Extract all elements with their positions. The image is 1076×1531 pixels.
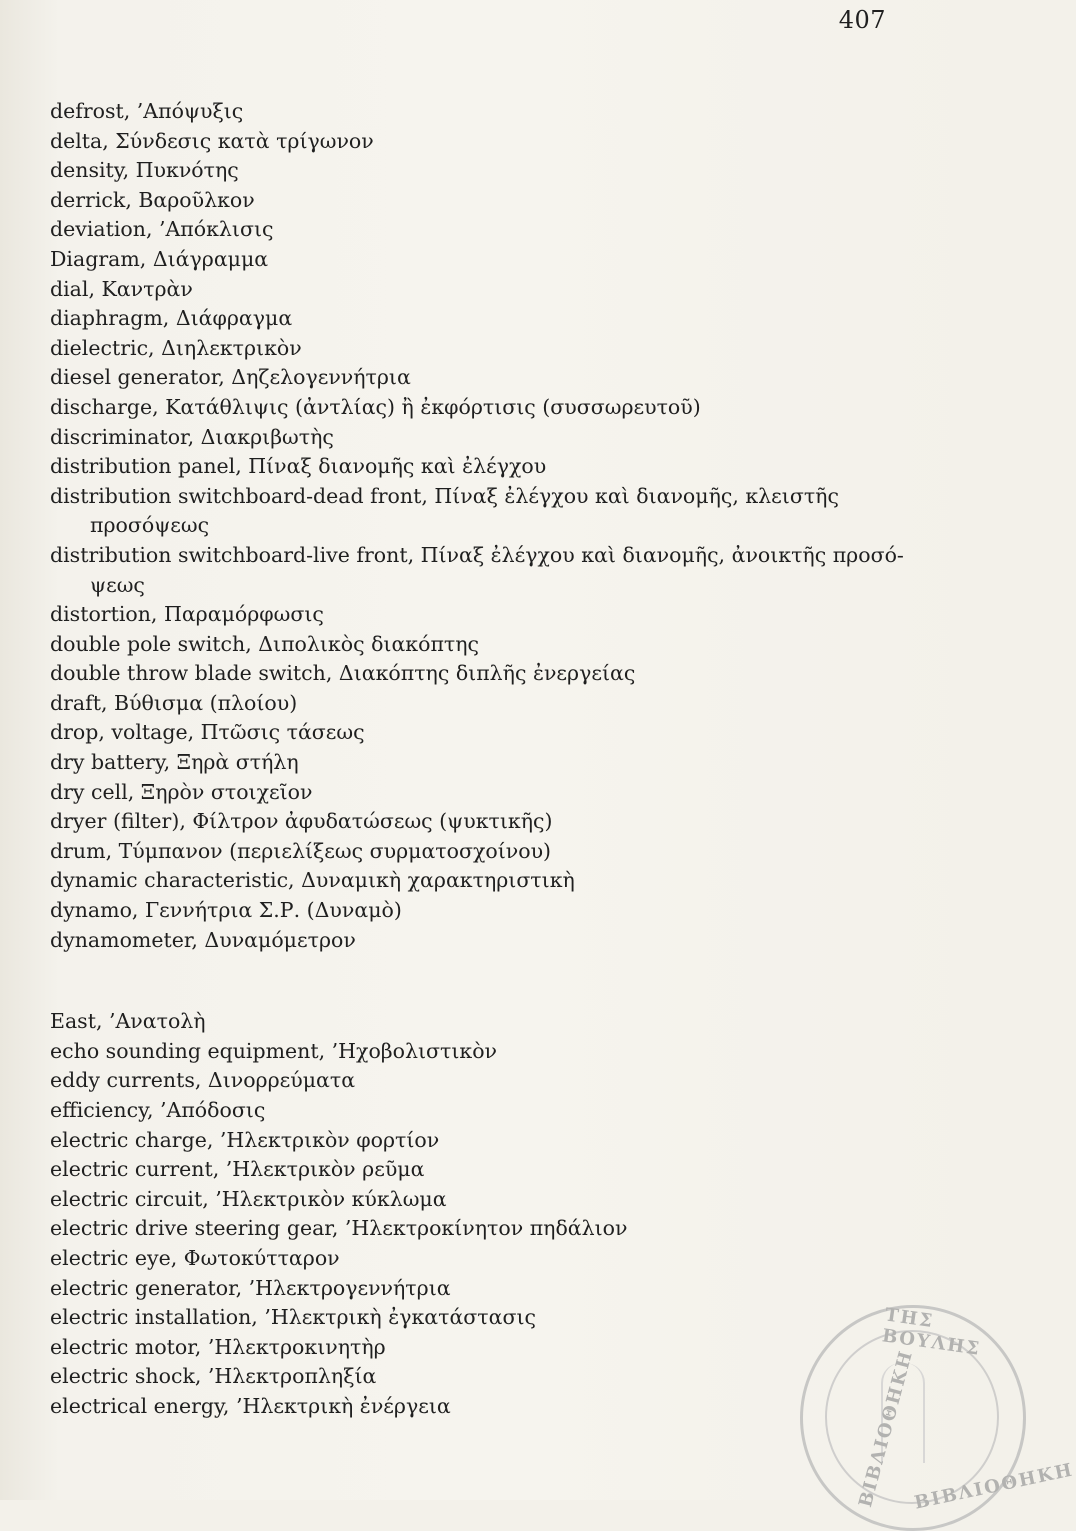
glossary-entry: drum, Τύμπανον (περιελίξεως συρματοσχοίνου) <box>50 838 552 863</box>
stamp-text-bottom: ΒΙΒΛΙΟΘΗΚΗ <box>912 1459 1076 1514</box>
glossary-entry-continuation: ψεως <box>90 572 145 597</box>
glossary-entry: electrical energy, ’Ηλεκτρικὴ ἐνέργεια <box>50 1393 451 1418</box>
stamp-text-top: ΤΗΣ ΒΟΥΛΗΣ <box>880 1304 983 1360</box>
glossary-entry-continuation: προσόψεως <box>90 513 210 538</box>
glossary-entry: density, Πυκνότης <box>50 158 239 183</box>
glossary-entry: distribution switchboard-live front, Πίναξ ἐλέγχου καὶ διανομῆς, ἀνοικτῆς προσό- <box>50 542 904 567</box>
glossary-entry: delta, Σύνδεσις κατὰ τρίγωνον <box>50 128 374 153</box>
glossary-entry: electric installation, ’Ηλεκτρικὴ ἐγκατάστασις <box>50 1305 536 1330</box>
glossary-entry: electric charge, ’Ηλεκτρικὸν φορτίον <box>50 1127 440 1152</box>
glossary-entry: derrick, Βαροῦλκον <box>50 187 255 212</box>
glossary-entry: distortion, Παραμόρφωσις <box>50 602 324 627</box>
glossary-entry: echo sounding equipment, ’Ηχοβολιστικὸν <box>50 1038 498 1063</box>
glossary-entry: diaphragm, Διάφραγμα <box>50 306 293 331</box>
glossary-entries <box>50 97 930 1422</box>
glossary-entry: electric generator, ’Ηλεκτρογεννήτρια <box>50 1275 451 1300</box>
glossary-entry: discharge, Κατάθλιψις (ἀντλίας) ἢ ἐκφόρτισις (συσσωρευτοῦ) <box>50 394 701 419</box>
glossary-entry: East, ’Ανατολὴ <box>50 1009 206 1034</box>
glossary-entry: dynamometer, Δυναμόμετρον <box>50 927 356 952</box>
glossary-entry: distribution switchboard-dead front, Πίναξ ἐλέγχου καὶ διανομῆς, κλειστῆς <box>50 483 839 508</box>
glossary-entry: distribution panel, Πίναξ διανομῆς καὶ ἐλέγχου <box>50 454 547 479</box>
glossary-entry: draft, Βύθισμα (πλοίου) <box>50 690 298 715</box>
glossary-entry: dial, Καντρὰν <box>50 276 193 301</box>
glossary-entry: drop, voltage, Πτῶσις τάσεως <box>50 720 365 745</box>
glossary-entry: electric current, ’Ηλεκτρικὸν ρεῦμα <box>50 1157 425 1182</box>
section-gap <box>50 955 930 1007</box>
glossary-entry: electric circuit, ’Ηλεκτρικὸν κύκλωμα <box>50 1186 447 1211</box>
glossary-entry: electric eye, Φωτοκύτταρον <box>50 1245 340 1270</box>
glossary-entry: defrost, ’Απόψυξις <box>50 99 244 123</box>
glossary-entry: double throw blade switch, Διακόπτης διπλῆς ἐνεργείας <box>50 661 636 686</box>
glossary-entry: Diagram, Διάγραμμα <box>50 246 269 271</box>
page-number: 407 <box>838 6 886 34</box>
stamp-text-left: ΒΙΒΛΙΟΘΗΚΗ <box>854 1347 918 1510</box>
glossary-entry: deviation, ’Απόκλισις <box>50 217 274 242</box>
glossary-entry: dielectric, Διηλεκτρικὸν <box>50 335 302 360</box>
glossary-entry: diesel generator, Δηζελογεννήτρια <box>50 365 411 390</box>
glossary-entry: efficiency, ’Απόδοσις <box>50 1098 266 1122</box>
glossary-entry: double pole switch, Διπολικὸς διακόπτης <box>50 631 480 656</box>
glossary-entry: dynamo, Γεννήτρια Σ.Ρ. (Δυναμὸ) <box>50 898 402 923</box>
glossary-entry: electric drive steering gear, ’Ηλεκτροκίνητον πηδάλιον <box>50 1216 628 1241</box>
glossary-entry: electric motor, ’Ηλεκτροκινητὴρ <box>50 1334 386 1359</box>
glossary-entry: electric shock, ’Ηλεκτροπληξία <box>50 1364 377 1389</box>
glossary-entry: dry cell, Ξηρὸν στοιχεῖον <box>50 779 313 804</box>
library-stamp <box>800 1304 1076 1531</box>
glossary-entry: dryer (filter), Φίλτρον ἀφυδατώσεως (ψυκτικῆς) <box>50 809 553 834</box>
glossary-entry: eddy currents, Δινορρεύματα <box>50 1068 356 1093</box>
glossary-entry: dynamic characteristic, Δυναμικὴ χαρακτηριστικὴ <box>50 868 575 893</box>
glossary-entry: discriminator, Διακριβωτὴς <box>50 424 334 449</box>
glossary-entry: dry battery, Ξηρὰ στήλη <box>50 750 299 775</box>
